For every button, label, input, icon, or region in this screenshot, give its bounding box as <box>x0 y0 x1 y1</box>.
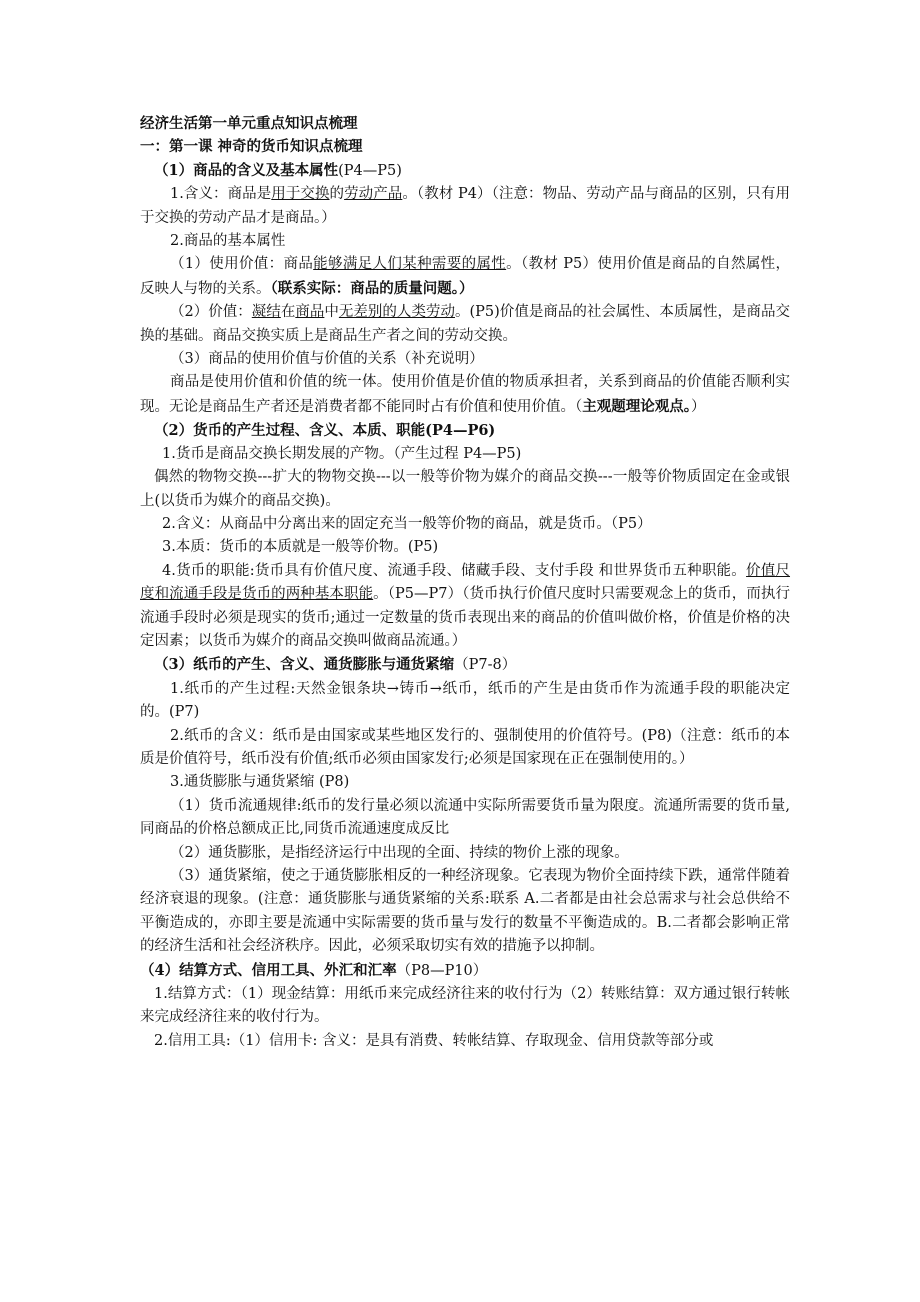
text-run: （1）商品的含义及基本属性 <box>154 161 339 179</box>
text-run: 用于交换 <box>271 186 330 203</box>
text-run: 劳动产品 <box>344 186 403 203</box>
section-1-heading <box>140 159 790 183</box>
text-run: （3）纸币的产生、含义、通货膨胀与通货紧缩 <box>154 656 455 674</box>
section-1-para-4 <box>140 301 790 348</box>
document-title: 经济生活第一单元重点知识点梳理 <box>140 115 358 132</box>
section-3-para-6: （3）通货紧缩，使之于通货膨胀相反的一种经济现象。它表现为物价全面持续下跌，通常伴随着经济衰退的现象。(注意：通货膨胀与通货紧缩的关系:联系 A.二者都是由社会总需求与社会总供给不平衡造成的，亦即主要是流通中实际需要的货币量与发行的数量不平衡造成的。B.二者都会影响正常的经济生活和社会经济秩序。因此，必须采取切实有效的措施予以抑制。 <box>140 868 790 955</box>
section-2-para-2: 偶然的物物交换---扩大的物物交换---以一般等价物为媒介的商品交换---一般等价物质固定在金或银上(以货币为媒介的商品交换)。 <box>140 469 790 509</box>
section-1-para-6 <box>140 371 790 419</box>
text-run: 价值尺度和流通手段是货币的两种基本职能 <box>140 562 791 603</box>
section-2-para-1: 1.货币是商品交换长期发展的产物。（产生过程 P4—P5) <box>162 445 522 462</box>
document-page <box>140 112 790 1053</box>
section-3-para-1: 1.纸币的产生过程:天然金银条块→铸币→纸币，纸币的产生是由货币作为流通手段的职能决定的。(P7) <box>140 680 790 721</box>
text-run: （P8—P10） <box>396 962 488 979</box>
text-run: 。（教材 P4）（注意：物品、劳动产品与商品的区别，只有用于交换的劳动产品才是商品。） <box>140 186 791 226</box>
text-run: （2）价值： <box>170 304 252 321</box>
text-run: 主观题理论观点。 <box>582 397 691 415</box>
section-3-para-4: （1）货币流通规律:纸币的发行量必须以流通中实际所需要货币量为限度。流通所需要的货币量,同商品的价格总额成正比,同货币流通速度成反比 <box>140 797 790 838</box>
section-2-para-3: 2.含义：从商品中分离出来的固定充当一般等价物的商品，就是货币。（P5） <box>162 515 652 532</box>
text-run: 凝结 <box>251 304 281 321</box>
section-2-para-5 <box>140 560 790 654</box>
text-run: 商品是使用价值和价值的统一体。使用价值是价值的物质承担者，关系到商品的价值能否顺利实现。无论是商品生产者还是消费者都不能同时占有价值和使用价值。（ <box>140 374 790 415</box>
text-run: (P4—P5) <box>338 162 402 179</box>
text-run: 在 <box>280 304 296 321</box>
section-2-para-4: 3.本质：货币的本质就是一般等价物。(P5) <box>162 539 439 556</box>
text-run: 。（P5—P7）（货币执行价值尺度时只需要观念上的货币，而执行流通手段时必须是现实的货币;通过一定数量的货币表现出来的商品的价值叫做价格，价值是价格的决定因素；以货币为媒介的商品交换叫做商品流通。） <box>140 586 790 649</box>
text-run: （4）结算方式、信用工具、外汇和汇率 <box>140 961 397 979</box>
section-3-para-5: （2）通货膨胀，是指经济运行中出现的全面、持续的物价上涨的现象。 <box>170 844 629 861</box>
text-run: 的 <box>329 186 345 203</box>
text-run: 商品 <box>295 304 325 321</box>
text-run: （1）使用价值：商品 <box>170 256 314 273</box>
text-run: 无差别的人类劳动 <box>338 304 455 321</box>
text-run: ） <box>691 398 706 415</box>
lesson-heading: 一：第一课 神奇的货币知识点梳理 <box>140 138 363 156</box>
section-3-heading <box>140 653 790 677</box>
text-run: 中 <box>324 304 339 321</box>
text-run: （联系实际：商品的质量问题。） <box>270 279 474 297</box>
text-run: 。（教材 P5）使用价值是商品的自然属性，反映人与物的关系。 <box>140 256 791 297</box>
section-4-para-2: 2.信用工具:（1）信用卡: 含义：是具有消费、转帐结算、存取现金、信用贷款等部分或 <box>154 1032 714 1049</box>
section-2-heading: （2）货币的产生过程、含义、本质、职能(P4—P6) <box>154 422 496 440</box>
section-4-para-1: 1.结算方式：（1）现金结算：用纸币来完成经济往来的收付行为（2）转账结算：双方通过银行转帐来完成经济往来的收付行为。 <box>140 986 790 1026</box>
text-run: 4.货币的职能:货币具有价值尺度、流通手段、储藏手段、支付手段 和世界货币五种职能。 <box>162 562 747 579</box>
section-1-para-3 <box>140 253 790 301</box>
section-1-para-2: 2.商品的基本属性 <box>170 233 286 250</box>
text-run: 能够满足人们某种需要的属性 <box>313 256 507 273</box>
section-3-para-3: 3.通货膨胀与通货紧缩 (P8) <box>170 774 350 791</box>
text-run: （P7-8） <box>454 657 517 674</box>
section-1-para-5: （3）商品的使用价值与价值的关系（补充说明） <box>170 351 484 368</box>
section-4-heading <box>140 959 790 983</box>
section-3-para-2: 2.纸币的含义：纸币是由国家或某些地区发行的、强制使用的价值符号。(P8)（注意：纸币的本质是价值符号，纸币没有价值;纸币必须由国家发行;必须是国家现在正在强制使用的。） <box>140 727 790 767</box>
text-run: 1.含义：商品是 <box>170 186 272 203</box>
text-run: 。(P5)价值是商品的社会属性、本质属性，是商品交换的基础。商品交换实质上是商品生产者之间的劳动交换。 <box>140 304 791 344</box>
section-1-para-1 <box>140 183 790 230</box>
